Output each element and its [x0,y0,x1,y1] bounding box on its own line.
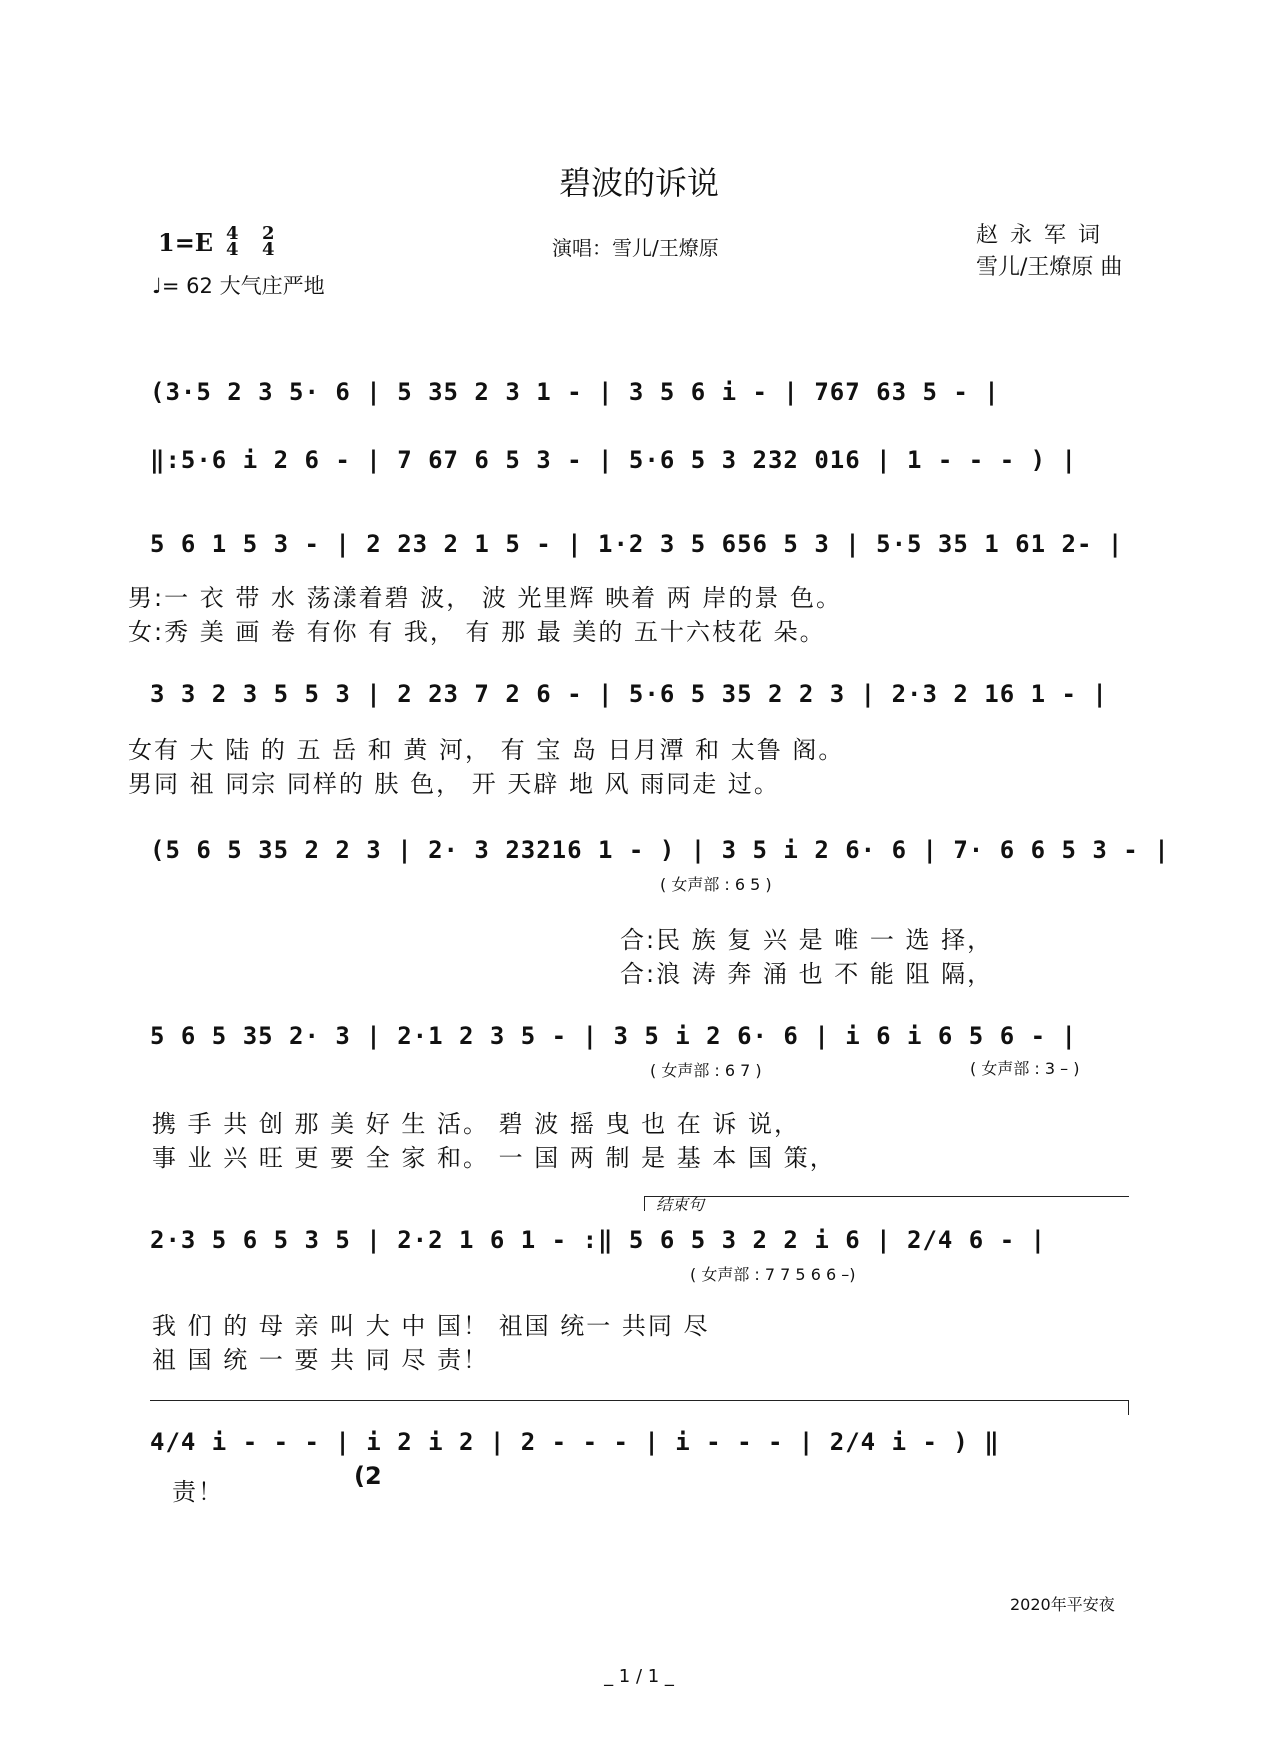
lyric-line: 合:浪 涛 奔 涌 也 不 能 阻 隔， [620,960,994,988]
key-signature: 1=E [158,228,214,257]
lyric-line: 责！ [172,1478,224,1506]
tempo-marking: ♩= 62 大气庄严地 [152,274,325,298]
lyric-line: 合:民 族 复 兴 是 唯 一 选 择， [620,926,994,954]
meter-top: 2 [262,223,275,244]
song-title: 碧波的诉说 [558,164,719,202]
score-line-1: (3·5 2 3 5· 6 | 5 35 2 3 1 - | 3 5 6 i - | 767 63 5 - | [150,378,1000,406]
ending-bracket [644,1196,1129,1211]
female-part-annotation: ( 女声部 : 6 7 ) [650,1061,762,1080]
lyric-line: 女:秀 美 画 卷 有你 有 我， 有 那 最 美的 五十六枝花 朵。 [128,618,826,646]
score-line-4: 3 3 2 3 5 5 3 | 2 23 7 2 6 - | 5·6 5 35 2 2 3 | 2·3 2 16 1 - | [150,680,1108,708]
lyric-line: 女有 大 陆 的 五 岳 和 黄 河， 有 宝 岛 日月潭 和 太鲁 阁。 [128,736,845,764]
ending-bracket [150,1400,1129,1415]
female-part-annotation: ( 女声部 : 6 5 ) [660,875,772,894]
score-line-6: 5 6 5 35 2· 3 | 2·1 2 3 5 - | 3 5 i 2 6· 6 | i 6 i 6 5 6 - | [150,1022,1077,1050]
female-part-annotation: ( 女声部 : 3 – ) [970,1059,1080,1078]
lyric-line: 男:一 衣 带 水 荡漾着碧 波， 波 光里辉 映着 两 岸的景 色。 [128,584,843,612]
page-number: _ 1 / 1 _ [604,1666,674,1687]
meter-top: 4 [226,223,239,244]
singers: 演唱：雪儿/王燎原 [552,236,719,260]
score-line-3: 5 6 1 5 3 - | 2 23 2 1 5 - | 1·2 3 5 656 5 3 | 5·5 35 1 61 2- | [150,530,1124,558]
time-signature-2-4 [262,223,275,260]
lyric-line: 男同 祖 同宗 同样的 肤 色， 开 天辟 地 风 雨同走 过。 [128,770,780,798]
time-signature-4-4 [226,223,239,260]
lyric-line: 事 业 兴 旺 更 要 全 家 和。 一 国 两 制 是 基 本 国 策， [152,1144,836,1172]
lyric-line: 我 们 的 母 亲 叫 大 中 国！ 祖国 统一 共同 尽 [152,1312,710,1340]
score-line-8: 4/4 i - - - | i 2 i 2 | 2 - - - | i - - - | 2/4 i - ) ‖ [150,1428,1000,1456]
lyric-line: 携 手 共 创 那 美 好 生 活。 碧 波 摇 曳 也 在 诉 说， [152,1110,801,1138]
female-part-annotation: ( 女声部 : 7 7 5 6 6 –) [690,1265,856,1284]
score-line-7: 2·3 5 6 5 3 5 | 2·2 1 6 1 - :‖ 5 6 5 3 2 2 i 6 | 2/4 6 - | [150,1226,1047,1254]
meter-bottom: 4 [262,239,275,260]
ending-label: 结束句 [656,1195,705,1214]
date-footer: 2020年平安夜 [1010,1595,1115,1614]
meter-bottom: 4 [226,239,239,260]
breath-paren: (2 [354,1462,382,1490]
lyric-line: 祖 国 统 一 要 共 同 尽 责！ [152,1346,490,1374]
lyricist-credit: 赵永军词 [976,223,1113,248]
score-line-5: (5 6 5 35 2 2 3 | 2· 3 23216 1 - ) | 3 5 i 2 6· 6 | 7· 6 6 5 3 - | [150,836,1170,864]
score-line-2: ‖:5·6 i 2 6 - | 7 67 6 5 3 - | 5·6 5 3 232 016 | 1 - - - ) | [150,446,1077,474]
composer-credit: 雪儿/王燎原 曲 [976,255,1123,280]
